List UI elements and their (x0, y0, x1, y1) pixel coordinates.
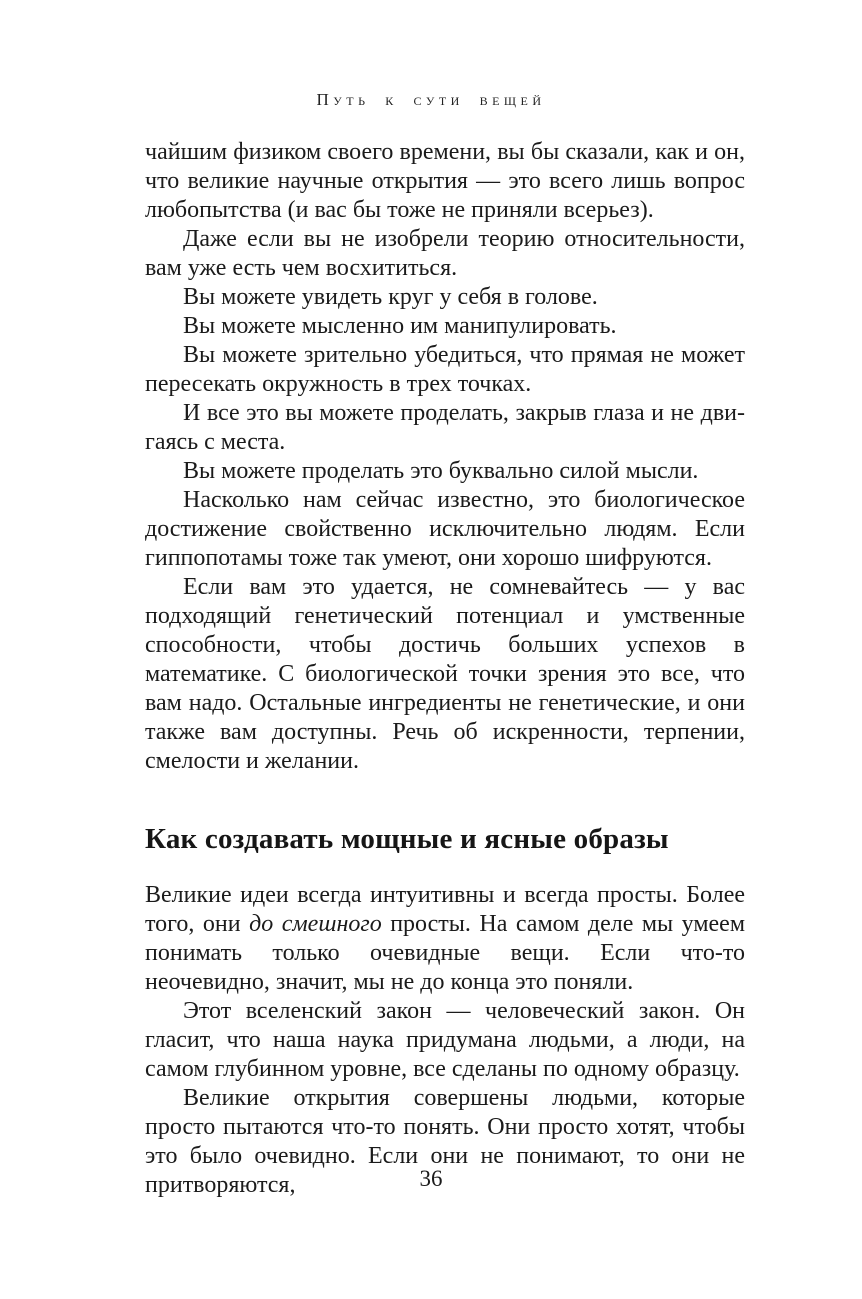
paragraph: Насколько нам сейчас известно, это биологическое достижение свойственно исключительно людям. Если гиппопотамы тоже так умеют, они хорошо шифруются. (145, 487, 745, 571)
paragraph-with-italic (145, 881, 745, 997)
text-run: просты. На самом деле мы умеем понимать только очевидные вещи. Если что-то неочевидно, значит, мы не до конца это поняли. (145, 911, 745, 995)
text-column (145, 138, 745, 1200)
paragraph: Вы можете мысленно им манипулировать. (183, 313, 617, 339)
paragraph: Вы можете зрительно убедиться, что прямая не может пересекать окружность в трех точках. (145, 342, 745, 397)
paragraph: Великие открытия совершены людьми, которые просто пытаются что-то понять. Они просто хотят, чтобы это было очевидно. Если они не понимают, то они не притворяются, (145, 1085, 745, 1198)
paragraph: Вы можете увидеть круг у себя в голове. (183, 284, 598, 310)
paragraph: Даже если вы не изобрели теорию относительности, вам уже есть чем восхититься. (145, 226, 745, 281)
paragraph: Вы можете проделать это буквально силой мысли. (183, 458, 699, 484)
paragraph: И все это вы можете проделать, закрыв глаза и не двигаясь с места. (145, 400, 745, 455)
running-head: Путь к сути вещей (316, 90, 546, 109)
paragraph: чайшим физиком своего времени, вы бы сказали, как и он, что великие научные открытия — это всего лишь вопрос любопытства (и вас бы тоже не приняли всерьез). (145, 139, 745, 223)
page-number: 36 (419, 1166, 443, 1191)
section-heading: Как создавать мощные и ясные образы (145, 823, 669, 855)
text-run: Великие идеи всегда интуитивны и всегда просты. Более того, они (145, 882, 745, 937)
italic-text-run: до смешного (249, 911, 382, 937)
paragraph: Если вам это удается, не сомневайтесь — у вас подходящий генетический потенциал и умственные способности, чтобы достичь больших успехов в математике. С биологической точки зрения это все, что вам надо. Остальные ингредиенты не генетические, и они также вам доступны. Речь об искренности, терпении, смелости и желании. (145, 574, 745, 774)
paragraph: Этот вселенский закон — человеческий закон. Он гласит, что наша наука придумана людьми, а люди, на самом глубинном уровне, все сделаны по одному образцу. (145, 998, 745, 1082)
